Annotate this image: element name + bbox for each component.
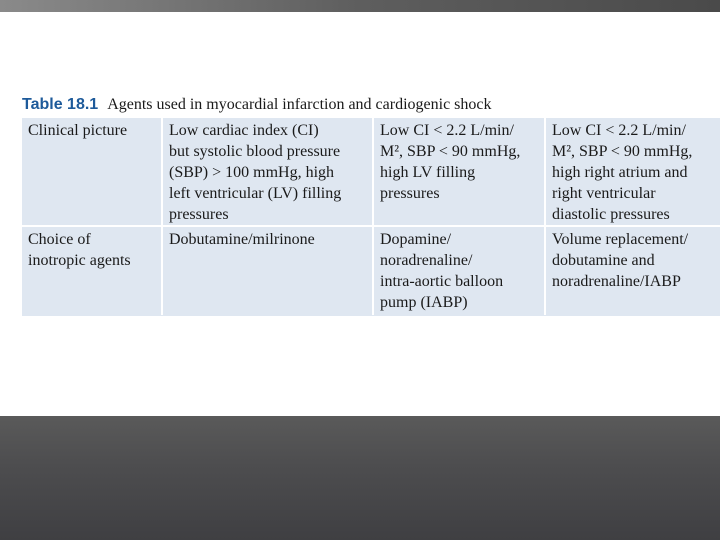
agents-table-grid (22, 118, 720, 315)
row-header-inotropic-agents: Choice of inotropic agents (22, 226, 162, 315)
table-caption (22, 95, 720, 115)
cell-agents-col3: Volume replacement/ dobutamine and noradrenaline/IABP (552, 231, 689, 290)
cell-clinical-col2: Low CI < 2.2 L/min/ M², SBP < 90 mmHg, high LV filling pressures (373, 118, 545, 226)
bottom-decorative-band (0, 416, 720, 540)
table-row-clinical-picture (22, 118, 720, 226)
table-title: Agents used in myocardial infarction and cardiogenic shock (107, 96, 492, 113)
cell-clinical-col1: Low cardiac index (CI) but systolic blood pressure (SBP) > 100 mmHg, high left ventricular (LV) filling pressures (162, 118, 373, 226)
cell-clinical-col3: Low CI < 2.2 L/min/ M², SBP < 90 mmHg, high right atrium and right ventricular diastolic pressures (545, 118, 720, 226)
row-header-clinical-picture: Clinical picture (22, 118, 162, 226)
agents-table (22, 118, 720, 316)
top-decorative-strip (0, 0, 720, 12)
table-number: Table 18.1 (22, 96, 99, 113)
cell-agents-col2: Dopamine/ noradrenaline/ intra-aortic balloon pump (IABP) (373, 226, 545, 315)
table-row-inotropic-agents (22, 226, 720, 315)
cell-agents-col1: Dobutamine/milrinone (162, 226, 373, 315)
